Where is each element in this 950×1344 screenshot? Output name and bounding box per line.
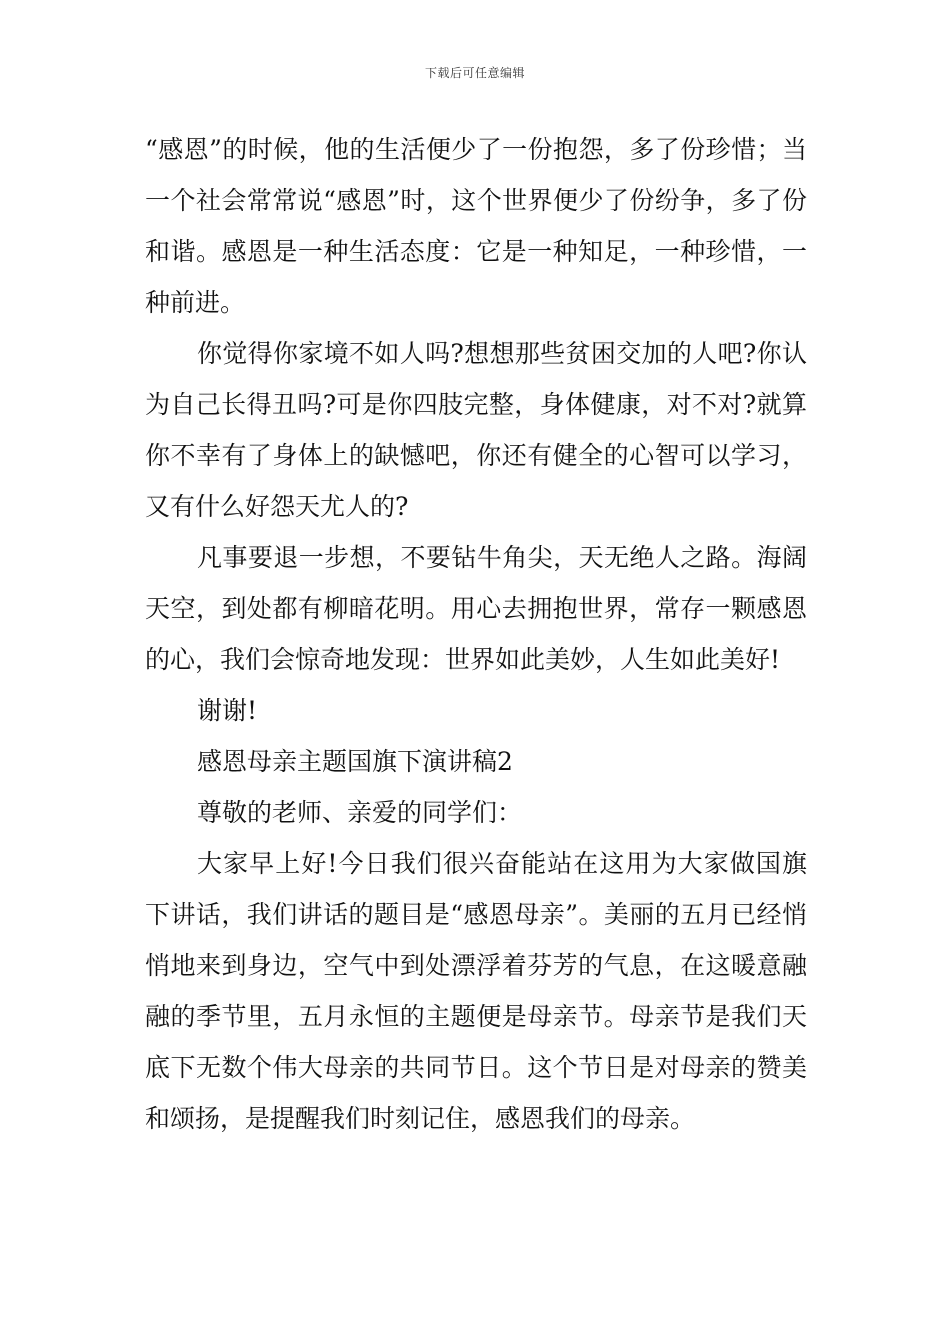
section-title: 感恩母亲主题国旗下演讲稿2 — [197, 747, 513, 776]
paragraph-step-back: 凡事要退一步想，不要钻牛角尖，天无绝人之路。海阔天空，到处都有柳暗花明。用心去拥抱世界，常存一颗感恩的心，我们会惊奇地发现：世界如此美妙，人生如此美好! — [145, 543, 807, 674]
page-header: 下载后可任意编辑 — [424, 66, 525, 80]
paragraph-gratitude-attitude: “感恩”的时候，他的生活便少了一份抱怨，多了份珍惜；当一个社会常常说“感恩”时，这个世界便少了份纷争，多了份和谐。感恩是一种生活态度：它是一种知足，一种珍惜，一种前进。 — [145, 135, 807, 317]
salutation: 尊敬的老师、亲爱的同学们： — [197, 798, 523, 827]
paragraph-mothers-day: 大家早上好!今日我们很兴奋能站在这用为大家做国旗下讲话，我们讲话的题目是“感恩母亲”。美丽的五月已经悄悄地来到身边，空气中到处漂浮着芬芳的气息，在这暖意融融的季节里，五月永恒的主题便是母亲节。母亲节是我们天底下无数个伟大母亲的共同节日。这个节日是对母亲的赞美和颂扬，是提醒我们时刻记住，感恩我们的母亲。 — [145, 849, 807, 1133]
document-body — [145, 124, 807, 1144]
paragraph-family-background: 你觉得你家境不如人吗?想想那些贫困交加的人吧?你认为自己长得丑吗?可是你四肢完整，身体健康，对不对?就算你不幸有了身体上的缺憾吧，你还有健全的心智可以学习，又有什么好怨天尤人的? — [145, 339, 807, 521]
paragraph-thanks: 谢谢! — [197, 696, 258, 725]
